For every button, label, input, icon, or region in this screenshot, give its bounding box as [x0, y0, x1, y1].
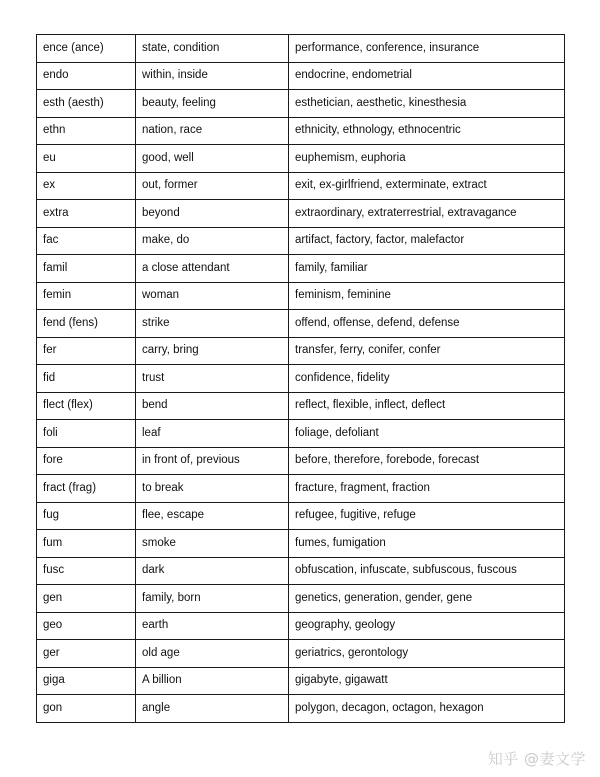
table-row — [37, 502, 565, 530]
table-row — [37, 117, 565, 145]
table-row — [37, 255, 565, 283]
meaning-cell: beauty, feeling — [136, 90, 289, 118]
meaning-cell: make, do — [136, 227, 289, 255]
table-row — [37, 337, 565, 365]
table-row — [37, 145, 565, 173]
root-cell: ence (ance) — [37, 35, 136, 63]
table-row — [37, 612, 565, 640]
table-row — [37, 420, 565, 448]
table-row — [37, 667, 565, 695]
examples-cell: family, familiar — [289, 255, 565, 283]
table-row — [37, 365, 565, 393]
table-row — [37, 227, 565, 255]
meaning-cell: in front of, previous — [136, 447, 289, 475]
root-cell: femin — [37, 282, 136, 310]
meaning-cell: to break — [136, 475, 289, 503]
meaning-cell: flee, escape — [136, 502, 289, 530]
watermark: 知乎 @妻文学 — [487, 750, 586, 768]
examples-cell: exit, ex-girlfriend, exterminate, extract — [289, 172, 565, 200]
table-row — [37, 282, 565, 310]
examples-cell: before, therefore, forebode, forecast — [289, 447, 565, 475]
meaning-cell: earth — [136, 612, 289, 640]
examples-cell: geography, geology — [289, 612, 565, 640]
root-cell: famil — [37, 255, 136, 283]
examples-cell: confidence, fidelity — [289, 365, 565, 393]
examples-cell: genetics, generation, gender, gene — [289, 585, 565, 613]
examples-cell: feminism, feminine — [289, 282, 565, 310]
table-row — [37, 447, 565, 475]
root-cell: ger — [37, 640, 136, 668]
root-cell: fend (fens) — [37, 310, 136, 338]
root-cell: geo — [37, 612, 136, 640]
examples-cell: gigabyte, gigawatt — [289, 667, 565, 695]
root-cell: ex — [37, 172, 136, 200]
meaning-cell: strike — [136, 310, 289, 338]
meaning-cell: state, condition — [136, 35, 289, 63]
root-cell: fug — [37, 502, 136, 530]
examples-cell: obfuscation, infuscate, subfuscous, fuscous — [289, 557, 565, 585]
meaning-cell: nation, race — [136, 117, 289, 145]
examples-cell: performance, conference, insurance — [289, 35, 565, 63]
examples-cell: refugee, fugitive, refuge — [289, 502, 565, 530]
table-row — [37, 475, 565, 503]
examples-cell: fracture, fragment, fraction — [289, 475, 565, 503]
root-cell: gen — [37, 585, 136, 613]
word-roots-table — [36, 34, 565, 723]
examples-cell: transfer, ferry, conifer, confer — [289, 337, 565, 365]
meaning-cell: angle — [136, 695, 289, 723]
examples-cell: geriatrics, gerontology — [289, 640, 565, 668]
examples-cell: foliage, defoliant — [289, 420, 565, 448]
root-cell: eu — [37, 145, 136, 173]
root-cell: flect (flex) — [37, 392, 136, 420]
root-cell: ethn — [37, 117, 136, 145]
meaning-cell: smoke — [136, 530, 289, 558]
table-row — [37, 200, 565, 228]
meaning-cell: a close attendant — [136, 255, 289, 283]
root-cell: fusc — [37, 557, 136, 585]
table-row — [37, 310, 565, 338]
table-row — [37, 35, 565, 63]
table-row — [37, 557, 565, 585]
table-row — [37, 585, 565, 613]
root-cell: extra — [37, 200, 136, 228]
root-cell: fac — [37, 227, 136, 255]
table-row — [37, 172, 565, 200]
examples-cell: artifact, factory, factor, malefactor — [289, 227, 565, 255]
examples-cell: ethnicity, ethnology, ethnocentric — [289, 117, 565, 145]
examples-cell: offend, offense, defend, defense — [289, 310, 565, 338]
root-cell: foli — [37, 420, 136, 448]
examples-cell: reflect, flexible, inflect, deflect — [289, 392, 565, 420]
meaning-cell: family, born — [136, 585, 289, 613]
meaning-cell: old age — [136, 640, 289, 668]
examples-cell: fumes, fumigation — [289, 530, 565, 558]
meaning-cell: dark — [136, 557, 289, 585]
meaning-cell: trust — [136, 365, 289, 393]
root-cell: fum — [37, 530, 136, 558]
root-cell: fract (frag) — [37, 475, 136, 503]
meaning-cell: beyond — [136, 200, 289, 228]
root-cell: giga — [37, 667, 136, 695]
meaning-cell: within, inside — [136, 62, 289, 90]
table-row — [37, 530, 565, 558]
table-row — [37, 62, 565, 90]
meaning-cell: A billion — [136, 667, 289, 695]
table-row — [37, 392, 565, 420]
root-cell: fer — [37, 337, 136, 365]
meaning-cell: leaf — [136, 420, 289, 448]
meaning-cell: carry, bring — [136, 337, 289, 365]
table-body — [37, 35, 565, 723]
root-cell: gon — [37, 695, 136, 723]
root-cell: fid — [37, 365, 136, 393]
examples-cell: extraordinary, extraterrestrial, extravagance — [289, 200, 565, 228]
examples-cell: endocrine, endometrial — [289, 62, 565, 90]
examples-cell: euphemism, euphoria — [289, 145, 565, 173]
root-cell: fore — [37, 447, 136, 475]
table-row — [37, 640, 565, 668]
meaning-cell: out, former — [136, 172, 289, 200]
root-cell: esth (aesth) — [37, 90, 136, 118]
table-row — [37, 90, 565, 118]
meaning-cell: good, well — [136, 145, 289, 173]
root-cell: endo — [37, 62, 136, 90]
table-row — [37, 695, 565, 723]
meaning-cell: woman — [136, 282, 289, 310]
examples-cell: esthetician, aesthetic, kinesthesia — [289, 90, 565, 118]
examples-cell: polygon, decagon, octagon, hexagon — [289, 695, 565, 723]
meaning-cell: bend — [136, 392, 289, 420]
